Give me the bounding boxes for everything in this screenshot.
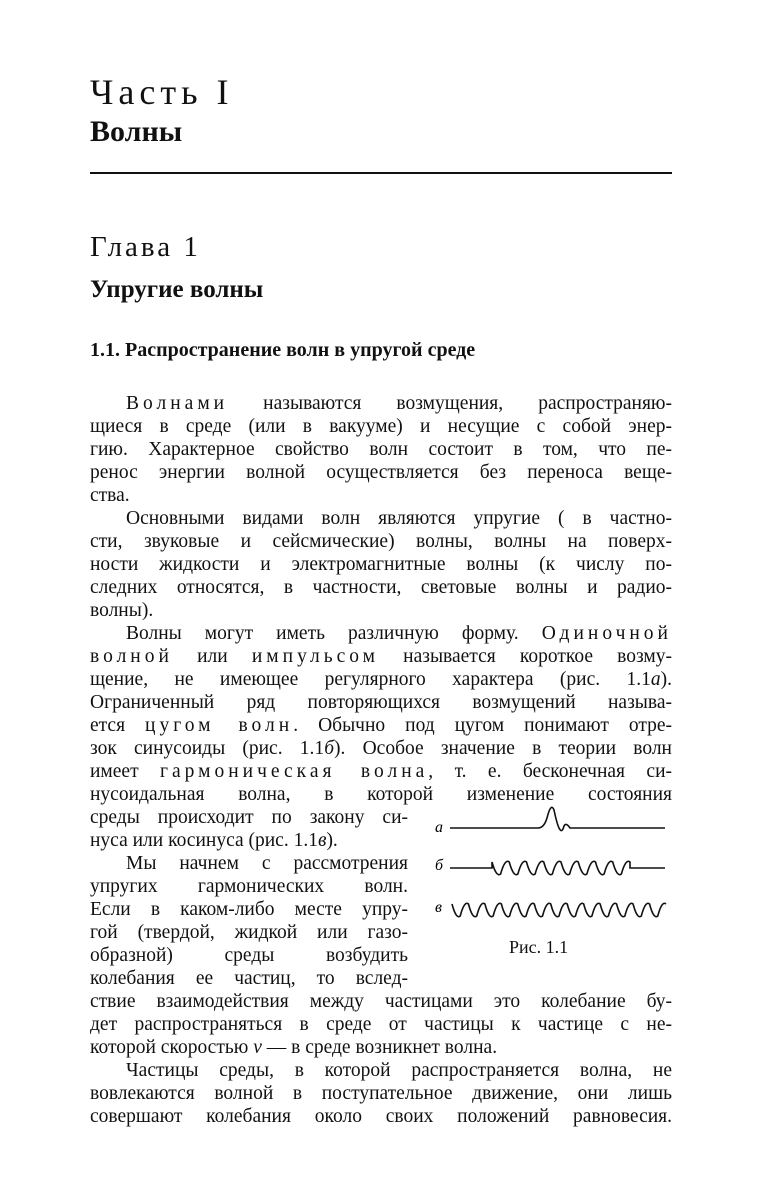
- part-label: Часть I: [90, 72, 234, 112]
- text-line: ется цугом волн. Обычно под цугом понимают отре-: [90, 715, 673, 736]
- text-line: вовлекаются волной в поступательное движение, они лишь: [90, 1083, 672, 1104]
- text-line: ства.: [90, 485, 130, 506]
- text-line: зок синусоиды (рис. 1.1б). Особое значение в теории волн: [90, 738, 672, 759]
- text-line: нуса или косинуса (рис. 1.1в).: [90, 830, 338, 851]
- text-line: гой (твердой, жидкой или газо-: [90, 922, 408, 943]
- text-line: Волнами называются возмущения, распространяю-: [126, 393, 672, 414]
- text-line: Ограниченный ряд повторяющихся возмущений называ-: [90, 692, 672, 713]
- text-line: образной) среды возбудить: [90, 945, 408, 966]
- figure-label-v: в: [435, 899, 442, 916]
- text-line: которой скоростью v — в среде возникнет волна.: [90, 1037, 498, 1058]
- wave-a-pulse: [450, 807, 665, 830]
- text-line: ренос энергии волной осуществляется без переноса веще-: [90, 462, 672, 483]
- text-line: сти, звуковые и сейсмические) волны, волны на поверх-: [90, 531, 672, 552]
- text-line: имеет гармоническая волна, т. е. бесконечная си-: [90, 761, 672, 782]
- section-title: 1.1. Распространение волн в упругой среде: [90, 339, 476, 361]
- text-line: колебания ее частиц, то вслед-: [90, 968, 408, 989]
- part-title: Волны: [90, 115, 183, 148]
- figure-label-b: б: [435, 857, 444, 874]
- text-line: гию. Характерное свойство волн состоит в том, что пе-: [90, 439, 672, 460]
- wave-c-harmonic: [452, 903, 666, 916]
- text-line: совершают колебания около своих положений равновесия.: [90, 1106, 672, 1127]
- text-line: среды происходит по закону си-: [90, 807, 408, 828]
- text-line: нусоидальная волна, в которой изменение состояния: [90, 784, 672, 805]
- text-line: Если в каком-либо месте упру-: [90, 899, 408, 920]
- text-line: Мы начнем с рассмотрения: [126, 853, 408, 874]
- chapter-title: Упругие волны: [90, 276, 264, 303]
- text-line: ствие взаимодействия между частицами это колебание бу-: [90, 991, 672, 1012]
- text-line: следних относятся, в частности, световые волны и радио-: [90, 577, 672, 598]
- text-line: Основными видами волн являются упругие ( в частно-: [126, 508, 672, 529]
- text-line: дет распространяться в среде от частицы к частице с не-: [90, 1014, 672, 1035]
- chapter-label: Глава 1: [90, 231, 201, 263]
- divider: [90, 172, 672, 174]
- figure-label-a: а: [435, 819, 443, 836]
- text-line: Частицы среды, в которой распространяется волна, не: [126, 1060, 672, 1081]
- text-line: щиеся в среде (или в вакууме) и несущие с собой энер-: [90, 416, 672, 437]
- wave-b-train: [450, 861, 665, 874]
- text-line: щение, не имеющее регулярного характера (рис. 1.1а).: [90, 669, 672, 690]
- text-line: ности жидкости и электромагнитные волны (к числу по-: [90, 554, 672, 575]
- text-line: волной или импульсом называется короткое возму-: [90, 646, 672, 667]
- text-line: волны).: [90, 600, 154, 621]
- text-line: упругих гармонических волн.: [90, 876, 408, 897]
- figure-caption: Рис. 1.1: [509, 937, 569, 957]
- text-line: Волны могут иметь различную форму. Одиночной: [126, 623, 672, 644]
